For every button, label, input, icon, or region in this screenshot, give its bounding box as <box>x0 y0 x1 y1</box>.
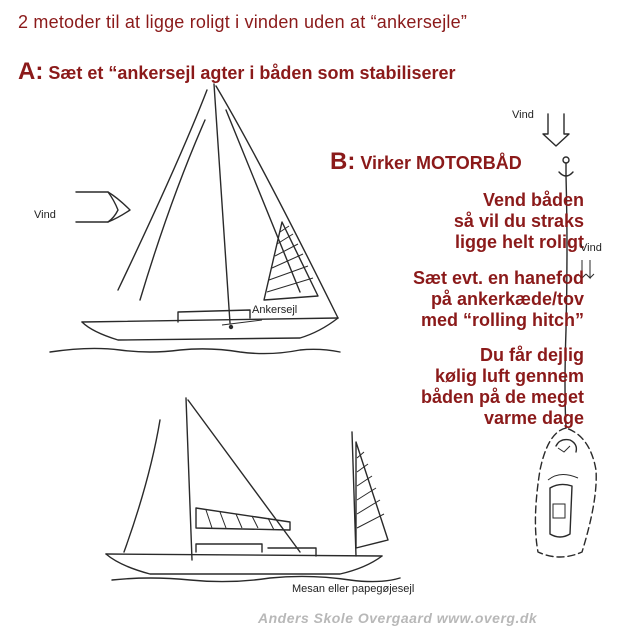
wind-label-right: Vind <box>580 242 602 254</box>
text-line: Vend båden <box>482 190 584 210</box>
text-line: på ankerkæde/tov <box>430 289 584 309</box>
page-title: 2 metoder til at ligge roligt i vinden uden at “ankersejle” <box>18 12 468 32</box>
wind-arrow-down-icon <box>543 114 569 146</box>
method-a-letter: A: <box>18 58 44 85</box>
text-line: kølig luft gennem <box>434 366 584 386</box>
method-b-heading <box>330 148 522 176</box>
method-a-text: Sæt et “ankersejl agter i båden som stabiliserer <box>48 63 456 83</box>
footer-credit: Anders Skole Overgaard www.overg.dk <box>258 610 538 626</box>
method-b-letter: B: <box>330 148 356 175</box>
ankersejl-label: Ankersejl <box>252 304 298 316</box>
method-a-heading <box>18 58 456 86</box>
boat-b-drawing <box>106 398 400 582</box>
text-line: ligge helt roligt <box>455 232 584 252</box>
text-block-cool-air <box>421 345 584 429</box>
text-block-bridle <box>413 268 584 331</box>
text-line: varme dage <box>483 408 584 428</box>
text-block-turn-boat <box>454 190 584 253</box>
text-line: Sæt evt. en hanefod <box>412 268 584 288</box>
text-line: så vil du straks <box>453 211 584 231</box>
anchor-icon <box>559 157 573 176</box>
wind-label-top-right: Vind <box>512 109 534 121</box>
mesan-sail <box>356 442 388 548</box>
text-line: båden på de meget <box>420 387 584 407</box>
wind-arrow-left-icon <box>76 192 130 222</box>
method-b-text: Virker MOTORBÅD <box>360 153 522 173</box>
text-line: Du får dejlig <box>479 345 584 365</box>
motorboat-top-view <box>535 428 596 557</box>
text-line: med “rolling hitch” <box>420 310 584 330</box>
mesan-label: Mesan eller papegøjesejl <box>292 583 415 595</box>
wind-label-left: Vind <box>34 209 56 221</box>
